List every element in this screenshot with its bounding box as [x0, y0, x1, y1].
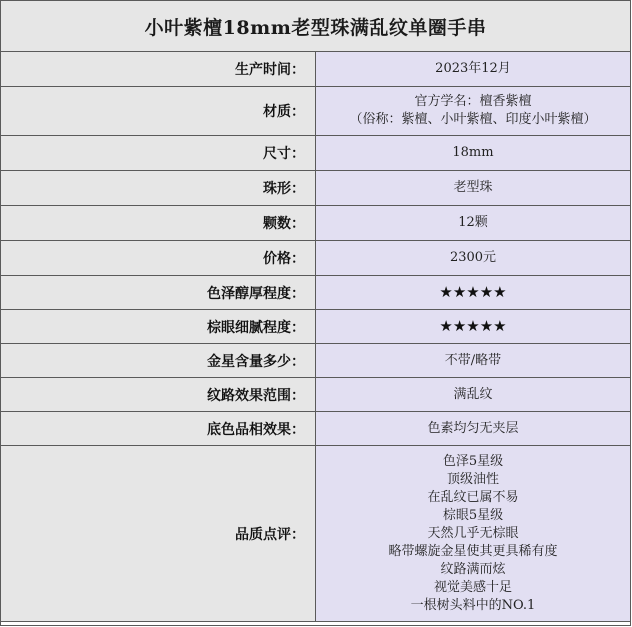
table-row	[1, 87, 631, 136]
value-line: 棕眼5星级	[442, 507, 504, 523]
table-row	[1, 310, 631, 344]
value-line: 顶级油性	[446, 471, 499, 487]
star-rating-icon: ★★★★★	[439, 316, 507, 335]
value-line: 老型珠	[453, 180, 493, 195]
table-row	[1, 171, 631, 206]
table-row	[1, 206, 631, 241]
value-line: 不带/略带	[444, 352, 502, 368]
value-line: 天然几乎无棕眼	[427, 525, 519, 541]
row-value-grain-range	[316, 378, 631, 412]
row-label-count: 颗数：	[1, 206, 316, 241]
row-value-production-time	[316, 52, 631, 87]
value-line: 略带螺旋金星使其更具稀有度	[388, 543, 558, 559]
row-value-color-richness	[316, 276, 631, 310]
value-line: 纹路满而炫	[440, 561, 506, 577]
value-line: 12颗	[458, 215, 488, 230]
value-line: 2023年12月	[435, 61, 511, 76]
row-label-gold-star-content: 金星含量多少：	[1, 344, 316, 378]
table-row	[1, 412, 631, 446]
table-row	[1, 276, 631, 310]
value-line: （俗称：紫檀、小叶紫檀、印度小叶紫檀）	[349, 112, 597, 127]
row-label-size: 尺寸：	[1, 136, 316, 171]
value-line: 在乱纹已属不易	[427, 489, 519, 505]
row-label-price: 价格：	[1, 241, 316, 276]
table-row	[1, 446, 631, 622]
star-rating-icon: ★★★★★	[439, 282, 507, 301]
row-label-color-richness: 色泽醇厚程度：	[1, 276, 316, 310]
row-value-pore-fineness	[316, 310, 631, 344]
table-row	[1, 378, 631, 412]
row-value-material	[316, 87, 631, 136]
value-line: 色泽5星级	[442, 453, 504, 469]
value-line: 2300元	[449, 250, 497, 265]
row-value-base-color	[316, 412, 631, 446]
row-value-bead-shape	[316, 171, 631, 206]
table-row	[1, 136, 631, 171]
value-line: 官方学名：檀香紫檀	[414, 94, 532, 109]
row-value-gold-star-content	[316, 344, 631, 378]
row-label-production-time: 生产时间：	[1, 52, 316, 87]
row-label-bead-shape: 珠形：	[1, 171, 316, 206]
table-row	[1, 241, 631, 276]
row-label-quality-review: 品质点评：	[1, 446, 316, 622]
value-line: 满乱纹	[453, 386, 493, 402]
row-value-size	[316, 136, 631, 171]
title-row	[1, 1, 631, 52]
product-title: 小叶紫檀18mm老型珠满乱纹单圈手串	[1, 1, 631, 52]
value-line: 一根树头料中的NO.1	[410, 597, 536, 613]
row-label-base-color: 底色品相效果：	[1, 412, 316, 446]
row-label-grain-range: 纹路效果范围：	[1, 378, 316, 412]
row-label-pore-fineness: 棕眼细腻程度：	[1, 310, 316, 344]
row-value-quality-review	[316, 446, 631, 622]
value-line: 色素均匀无夹层	[427, 420, 519, 436]
row-label-material: 材质：	[1, 87, 316, 136]
row-value-price	[316, 241, 631, 276]
row-value-count	[316, 206, 631, 241]
table-row	[1, 344, 631, 378]
value-line: 视觉美感十足	[433, 579, 512, 595]
table-row	[1, 52, 631, 87]
value-line: 18mm	[452, 145, 494, 160]
